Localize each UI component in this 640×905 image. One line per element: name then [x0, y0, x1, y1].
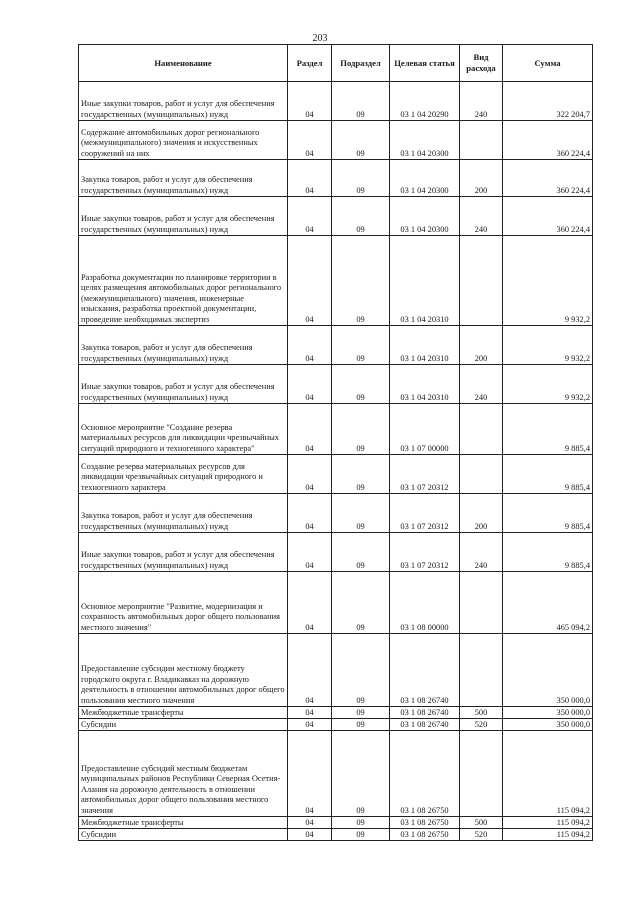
cell-section: 04: [288, 121, 332, 160]
cell-subsection: 09: [332, 326, 390, 365]
cell-expense: 520: [460, 829, 503, 841]
cell-target: 03 1 08 26740: [390, 634, 460, 707]
cell-target: 03 1 08 26740: [390, 719, 460, 731]
cell-name: Разработка документации по планировке территории в целях размещения автомобильных дорог регионального (межмуниципального) значения, инженерные изыскания, разработка проектной документации, проведение необходимых экспертиз: [79, 236, 288, 326]
cell-target: 03 1 04 20310: [390, 365, 460, 404]
cell-expense: [460, 572, 503, 634]
cell-sum: 9 932,2: [503, 236, 593, 326]
table-row: [79, 121, 593, 160]
cell-expense: [460, 236, 503, 326]
cell-name: Предоставление субсидии местному бюджету городского округа г. Владикавказ на дорожную деятельность в отношении автомобильных дорог общего пользования местного значения: [79, 634, 288, 707]
cell-target: 03 1 08 26750: [390, 829, 460, 841]
cell-sum: 9 932,2: [503, 365, 593, 404]
cell-section: 04: [288, 719, 332, 731]
cell-subsection: 09: [332, 817, 390, 829]
cell-name: Основное мероприятие "Развитие, модернизация и сохранность автомобильных дорог общего пользования местного значения": [79, 572, 288, 634]
cell-name: Закупка товаров, работ и услуг для обеспечения государственных (муниципальных) нужд: [79, 494, 288, 533]
cell-target: 03 1 07 00000: [390, 404, 460, 455]
cell-expense: 200: [460, 326, 503, 365]
cell-name: Субсидии: [79, 829, 288, 841]
cell-name: Межбюджетные трансферты: [79, 707, 288, 719]
cell-target: 03 1 04 20310: [390, 236, 460, 326]
cell-section: 04: [288, 829, 332, 841]
header-expense: Вид расхода: [460, 45, 503, 82]
cell-target: 03 1 04 20310: [390, 326, 460, 365]
cell-section: 04: [288, 160, 332, 197]
cell-target: 03 1 08 00000: [390, 572, 460, 634]
cell-name: Иные закупки товаров, работ и услуг для обеспечения государственных (муниципальных) нужд: [79, 365, 288, 404]
cell-target: 03 1 08 26750: [390, 817, 460, 829]
cell-subsection: 09: [332, 365, 390, 404]
cell-expense: 200: [460, 494, 503, 533]
table-row: [79, 533, 593, 572]
cell-section: 04: [288, 326, 332, 365]
cell-expense: 240: [460, 197, 503, 236]
table-row: [79, 236, 593, 326]
cell-name: Иные закупки товаров, работ и услуг для обеспечения государственных (муниципальных) нужд: [79, 82, 288, 121]
cell-sum: 350 000,0: [503, 634, 593, 707]
cell-name: Субсидии: [79, 719, 288, 731]
cell-expense: [460, 634, 503, 707]
cell-expense: 240: [460, 365, 503, 404]
cell-subsection: 09: [332, 829, 390, 841]
table-row: [79, 365, 593, 404]
header-target: Целевая статья: [390, 45, 460, 82]
cell-expense: 240: [460, 533, 503, 572]
cell-section: 04: [288, 634, 332, 707]
table-row: [79, 160, 593, 197]
cell-section: 04: [288, 236, 332, 326]
cell-target: 03 1 04 20300: [390, 197, 460, 236]
cell-section: 04: [288, 82, 332, 121]
header-subsection: Подраздел: [332, 45, 390, 82]
cell-sum: 9 885,4: [503, 455, 593, 494]
cell-subsection: 09: [332, 236, 390, 326]
cell-sum: 350 000,0: [503, 707, 593, 719]
cell-expense: [460, 404, 503, 455]
cell-section: 04: [288, 817, 332, 829]
table-row: [79, 634, 593, 707]
cell-sum: 9 885,4: [503, 494, 593, 533]
cell-name: Основное мероприятие "Создание резерва материальных ресурсов для ликвидации чрезвычайных ситуаций природного и техногенного характера": [79, 404, 288, 455]
cell-subsection: 09: [332, 731, 390, 817]
cell-expense: 500: [460, 707, 503, 719]
cell-subsection: 09: [332, 455, 390, 494]
cell-subsection: 09: [332, 197, 390, 236]
table-row: [79, 817, 593, 829]
header-section: Раздел: [288, 45, 332, 82]
table-row: [79, 82, 593, 121]
table-row: [79, 829, 593, 841]
cell-sum: 9 885,4: [503, 533, 593, 572]
cell-section: 04: [288, 455, 332, 494]
cell-target: 03 1 07 20312: [390, 533, 460, 572]
cell-section: 04: [288, 494, 332, 533]
cell-sum: 115 094,2: [503, 731, 593, 817]
cell-subsection: 09: [332, 634, 390, 707]
cell-section: 04: [288, 572, 332, 634]
cell-target: 03 1 07 20312: [390, 455, 460, 494]
cell-target: 03 1 08 26750: [390, 731, 460, 817]
cell-section: 04: [288, 533, 332, 572]
cell-section: 04: [288, 365, 332, 404]
table-row: [79, 197, 593, 236]
cell-target: 03 1 04 20300: [390, 160, 460, 197]
budget-table: [78, 44, 593, 841]
cell-sum: 350 000,0: [503, 719, 593, 731]
cell-expense: 200: [460, 160, 503, 197]
cell-sum: 360 224,4: [503, 121, 593, 160]
cell-section: 04: [288, 404, 332, 455]
cell-subsection: 09: [332, 572, 390, 634]
header-sum: Сумма: [503, 45, 593, 82]
cell-subsection: 09: [332, 533, 390, 572]
cell-name: Закупка товаров, работ и услуг для обеспечения государственных (муниципальных) нужд: [79, 160, 288, 197]
cell-expense: 520: [460, 719, 503, 731]
table-row: [79, 731, 593, 817]
cell-name: Предоставление субсидий местным бюджетам муниципальных районов Республики Северная Осетия-Алания на дорожную деятельность в отношении автомобильных дорог общего пользования местного значения: [79, 731, 288, 817]
cell-target: 03 1 04 20290: [390, 82, 460, 121]
table-row: [79, 572, 593, 634]
cell-target: 03 1 08 26740: [390, 707, 460, 719]
cell-expense: [460, 121, 503, 160]
table-header-row: [79, 45, 593, 82]
cell-expense: [460, 731, 503, 817]
cell-subsection: 09: [332, 160, 390, 197]
cell-expense: 240: [460, 82, 503, 121]
cell-section: 04: [288, 707, 332, 719]
cell-name: Содержание автомобильных дорог регионального (межмуниципального) значения и искусственных сооружений на них: [79, 121, 288, 160]
header-name: Наименование: [79, 45, 288, 82]
cell-subsection: 09: [332, 404, 390, 455]
cell-name: Иные закупки товаров, работ и услуг для обеспечения государственных (муниципальных) нужд: [79, 533, 288, 572]
cell-subsection: 09: [332, 719, 390, 731]
cell-sum: 9 932,2: [503, 326, 593, 365]
cell-target: 03 1 04 20300: [390, 121, 460, 160]
cell-name: Закупка товаров, работ и услуг для обеспечения государственных (муниципальных) нужд: [79, 326, 288, 365]
cell-section: 04: [288, 731, 332, 817]
table-row: [79, 404, 593, 455]
cell-expense: [460, 455, 503, 494]
cell-sum: 360 224,4: [503, 197, 593, 236]
cell-expense: 500: [460, 817, 503, 829]
cell-sum: 115 094,2: [503, 817, 593, 829]
table-row: [79, 719, 593, 731]
cell-name: Создание резерва материальных ресурсов для ликвидации чрезвычайных ситуаций природного и техногенного характера: [79, 455, 288, 494]
table-row: [79, 455, 593, 494]
cell-subsection: 09: [332, 494, 390, 533]
cell-sum: 465 094,2: [503, 572, 593, 634]
cell-name: Межбюджетные трансферты: [79, 817, 288, 829]
cell-sum: 360 224,4: [503, 160, 593, 197]
table-row: [79, 707, 593, 719]
cell-sum: 322 204,7: [503, 82, 593, 121]
cell-name: Иные закупки товаров, работ и услуг для обеспечения государственных (муниципальных) нужд: [79, 197, 288, 236]
cell-subsection: 09: [332, 82, 390, 121]
cell-sum: 9 885,4: [503, 404, 593, 455]
cell-subsection: 09: [332, 121, 390, 160]
table-row: [79, 494, 593, 533]
cell-target: 03 1 07 20312: [390, 494, 460, 533]
cell-subsection: 09: [332, 707, 390, 719]
cell-section: 04: [288, 197, 332, 236]
page-number: 203: [312, 33, 328, 44]
cell-sum: 115 094,2: [503, 829, 593, 841]
table-row: [79, 326, 593, 365]
